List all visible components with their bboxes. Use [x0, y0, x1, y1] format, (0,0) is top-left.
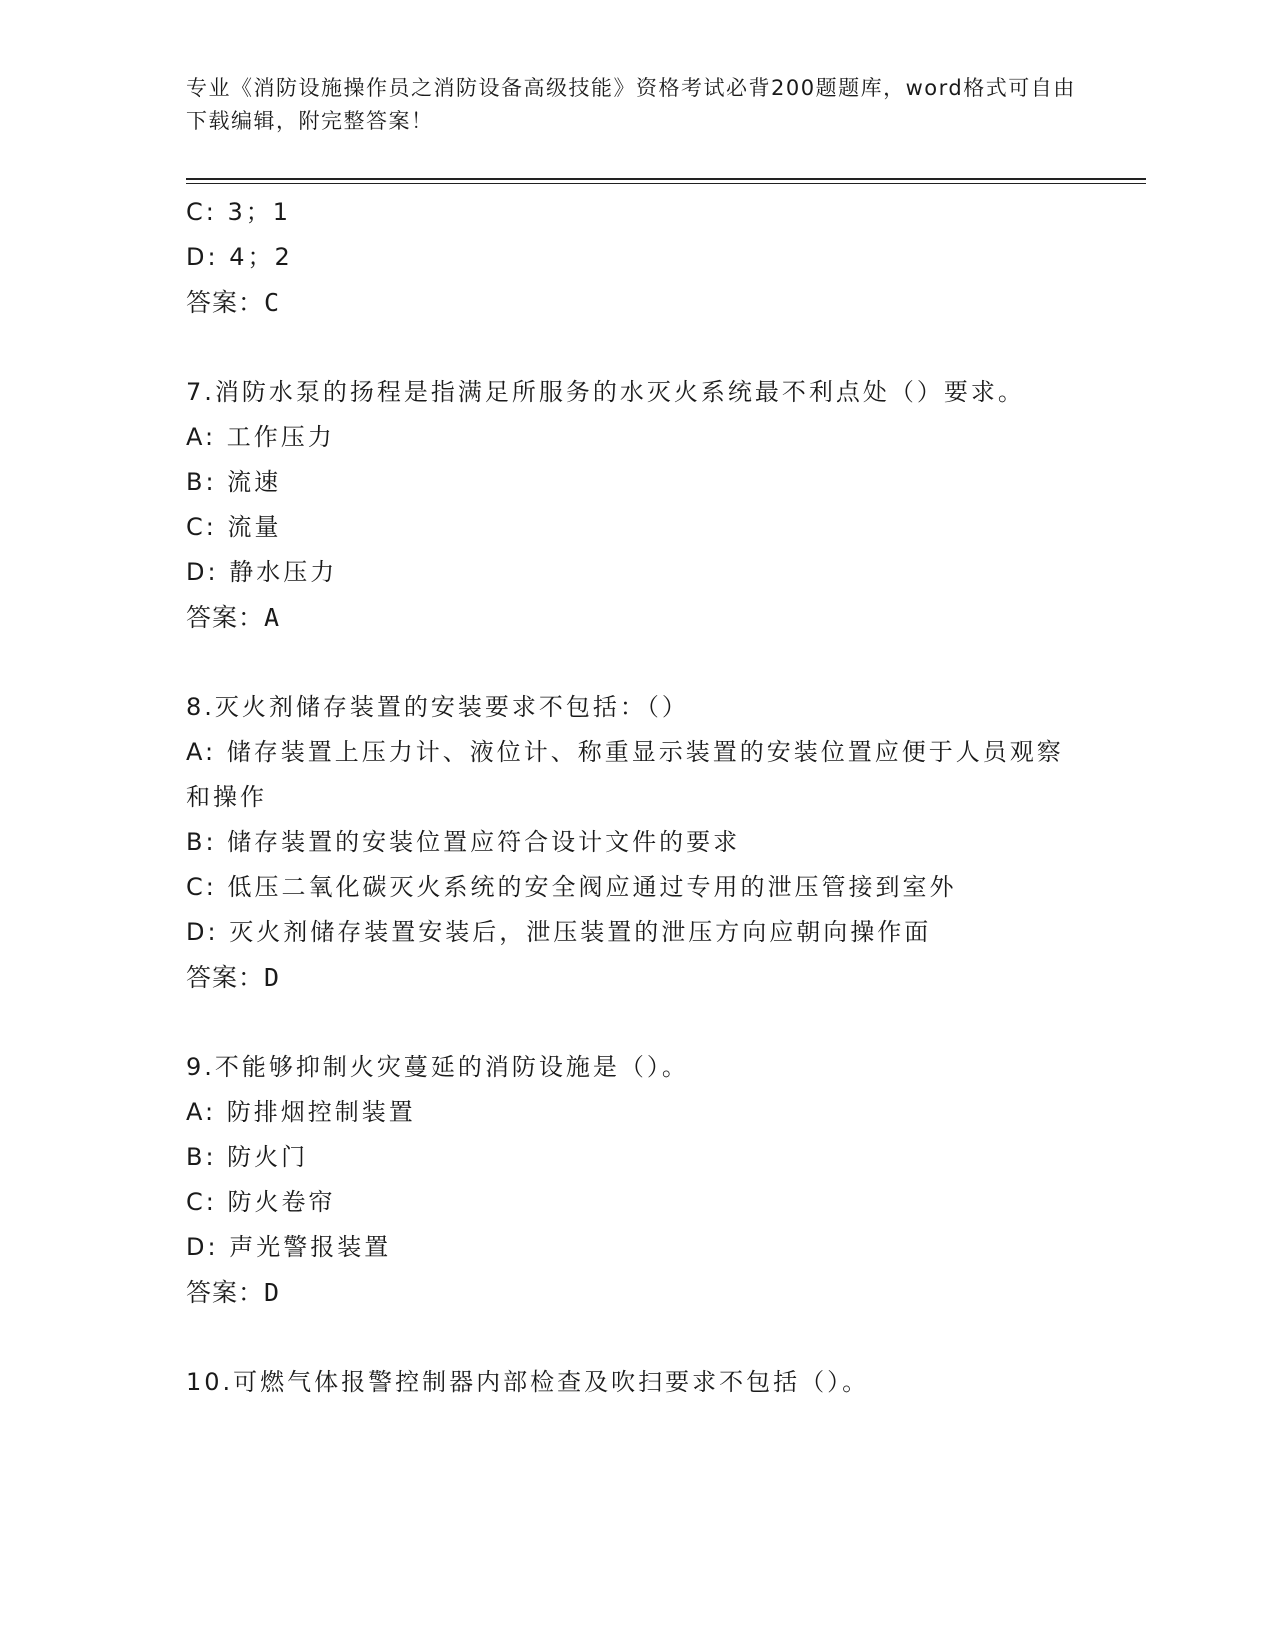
question-text: 10.可燃气体报警控制器内部检查及吹扫要求不包括（）。	[186, 1368, 870, 1396]
answer-label: 答案：	[186, 1278, 265, 1307]
question-10	[186, 1360, 1086, 1405]
option: B: 储存装置的安装位置应符合设计文件的要求	[186, 828, 741, 856]
option: C: 3；1	[186, 198, 292, 226]
option: B: 流速	[186, 468, 282, 496]
option: D: 静水压力	[186, 558, 338, 586]
question-text: 7.消防水泵的扬程是指满足所服务的水灭火系统最不利点处（）要求。	[186, 378, 1025, 406]
question-8	[186, 685, 1086, 1000]
answer-value: C	[264, 288, 281, 317]
option: B: 防火门	[186, 1143, 309, 1171]
answer-value: D	[264, 963, 281, 992]
answer-label: 答案：	[186, 603, 265, 632]
question-text: 8.灭火剂储存装置的安装要求不包括：（）	[186, 693, 689, 721]
question-list	[186, 190, 1086, 1405]
option: C: 流量	[186, 513, 282, 541]
option: A: 防排烟控制装置	[186, 1098, 416, 1126]
answer-label: 答案：	[186, 288, 265, 317]
option: D: 声光警报装置	[186, 1233, 392, 1261]
answer-value: D	[264, 1278, 281, 1307]
option: C: 低压二氧化碳灭火系统的安全阀应通过专用的泄压管接到室外	[186, 873, 957, 901]
option: D: 灭火剂储存装置安装后，泄压装置的泄压方向应朝向操作面	[186, 918, 932, 946]
answer-line	[186, 955, 1086, 1000]
question-text: 9.不能够抑制火灾蔓延的消防设施是（）。	[186, 1053, 689, 1081]
answer-value: A	[264, 603, 281, 632]
question-7	[186, 370, 1086, 640]
option: C: 防火卷帘	[186, 1188, 336, 1216]
document-title: 专业《消防设施操作员之消防设备高级技能》资格考试必背200题题库，word格式可自由下载编辑，附完整答案！	[186, 76, 1076, 133]
option: D: 4；2	[186, 243, 293, 271]
question-9	[186, 1045, 1086, 1315]
answer-line	[186, 280, 1086, 325]
header-rule	[186, 178, 1146, 180]
answer-label: 答案：	[186, 963, 265, 992]
answer-line	[186, 595, 1086, 640]
header-rule-thin	[186, 183, 1146, 184]
answer-line	[186, 1270, 1086, 1315]
option: A: 工作压力	[186, 423, 335, 451]
option: A: 储存装置上压力计、液位计、称重显示装置的安装位置应便于人员观察和操作	[186, 738, 1064, 811]
